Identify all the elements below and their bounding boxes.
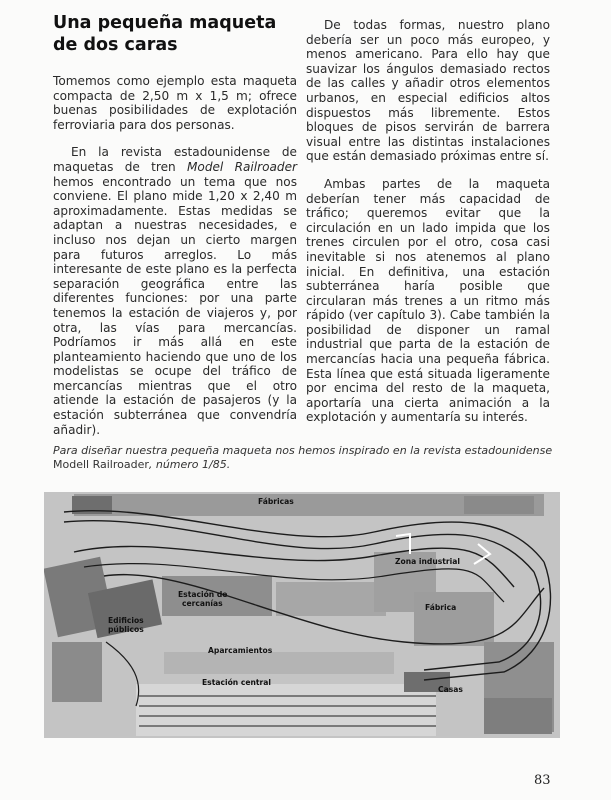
title-line-1: Una pequeña maqueta [53,13,277,33]
label-fabrica: Fábrica [425,603,457,612]
figure-caption: Para diseñar nuestra pequeña maqueta nos hemos inspirado en la revista estadounidense Modell Railroader, número 1/85. [53,444,553,471]
label-estacion-central: Estación central [202,678,271,687]
page-number: 83 [534,773,551,788]
left-column [53,74,297,450]
caption-magazine: Modell Railroader [53,458,149,471]
label-edificios-2: públicos [108,625,144,634]
label-aparcamientos: Aparcamientos [208,646,273,655]
layout-plan-figure [44,492,560,738]
label-estacion-cercanias-2: cercanías [182,599,223,608]
left-paragraph-2: En la revista estadounidense de maquetas de tren Model Railroader hemos encontrado un tema que nos conviene. El plano mide 1,20 x 2,40 m aproximadamente. Estas medidas se adaptan a nuestras necesidades, e incluso nos dejan un cierto margen para futuros arreglos. Lo más interesante de este plano es la perfecta separación geográfica entre las diferentes funciones: por una parte tenemos la estación de viajeros y, por otra, las vías para mercancías. Podríamos ir más allá en este planteamiento haciendo que uno de los modelistas se ocupe del tráfico de mercancías mientras que el otro atiende la estación de pasajeros (y la estación subterránea que convendría añadir). [53,145,297,437]
title-line-2: de dos caras [53,35,178,55]
label-edificios-1: Edificios [108,616,144,625]
label-fabricas: Fábricas [258,497,294,506]
label-zona-industrial: Zona industrial [395,557,460,566]
right-paragraph-1: De todas formas, nuestro plano debería ser un poco más europeo, y menos americano. Para ello hay que suavizar los ángulos demasiado rectos de las calles y añadir otros elementos urbanos, en especial edificios altos dispuestos más libremente. Estos bloques de pisos servirán de barrera visual entre las distintas instalaciones que están demasiado próximas entre sí. [306,18,550,164]
right-paragraph-2: Ambas partes de la maqueta deberían tener más capacidad de tráfico; queremos evitar que la circulación en un lado impida que los trenes circulen por el otro, cosa casi inevitable si nos atenemos al plano inicial. En definitiva, una estación subterránea haría posible que circularan más trenes a un ritmo más rápido (ver capítulo 3). Cabe también la posibilidad de disponer un ramal industrial que parta de la estación de mercancías hacia una pequeña fábrica. Esta línea que está situada ligeramente por encima del resto de la maqueta, aportaría una cierta animación a la explotación y aumentaría su interés. [306,176,550,425]
label-estacion-cercanias-1: Estación de [178,590,228,599]
label-casas: Casas [438,685,463,694]
left-paragraph-1: Tomemos como ejemplo esta maqueta compacta de 2,50 m x 1,5 m; ofrece buenas posibilidades de explotación ferroviaria para dos personas. [53,74,297,132]
layout-plan-drawing [44,492,560,738]
article-title [53,12,293,56]
right-column [306,18,550,438]
magazine-name: Model Railroader [186,159,297,174]
